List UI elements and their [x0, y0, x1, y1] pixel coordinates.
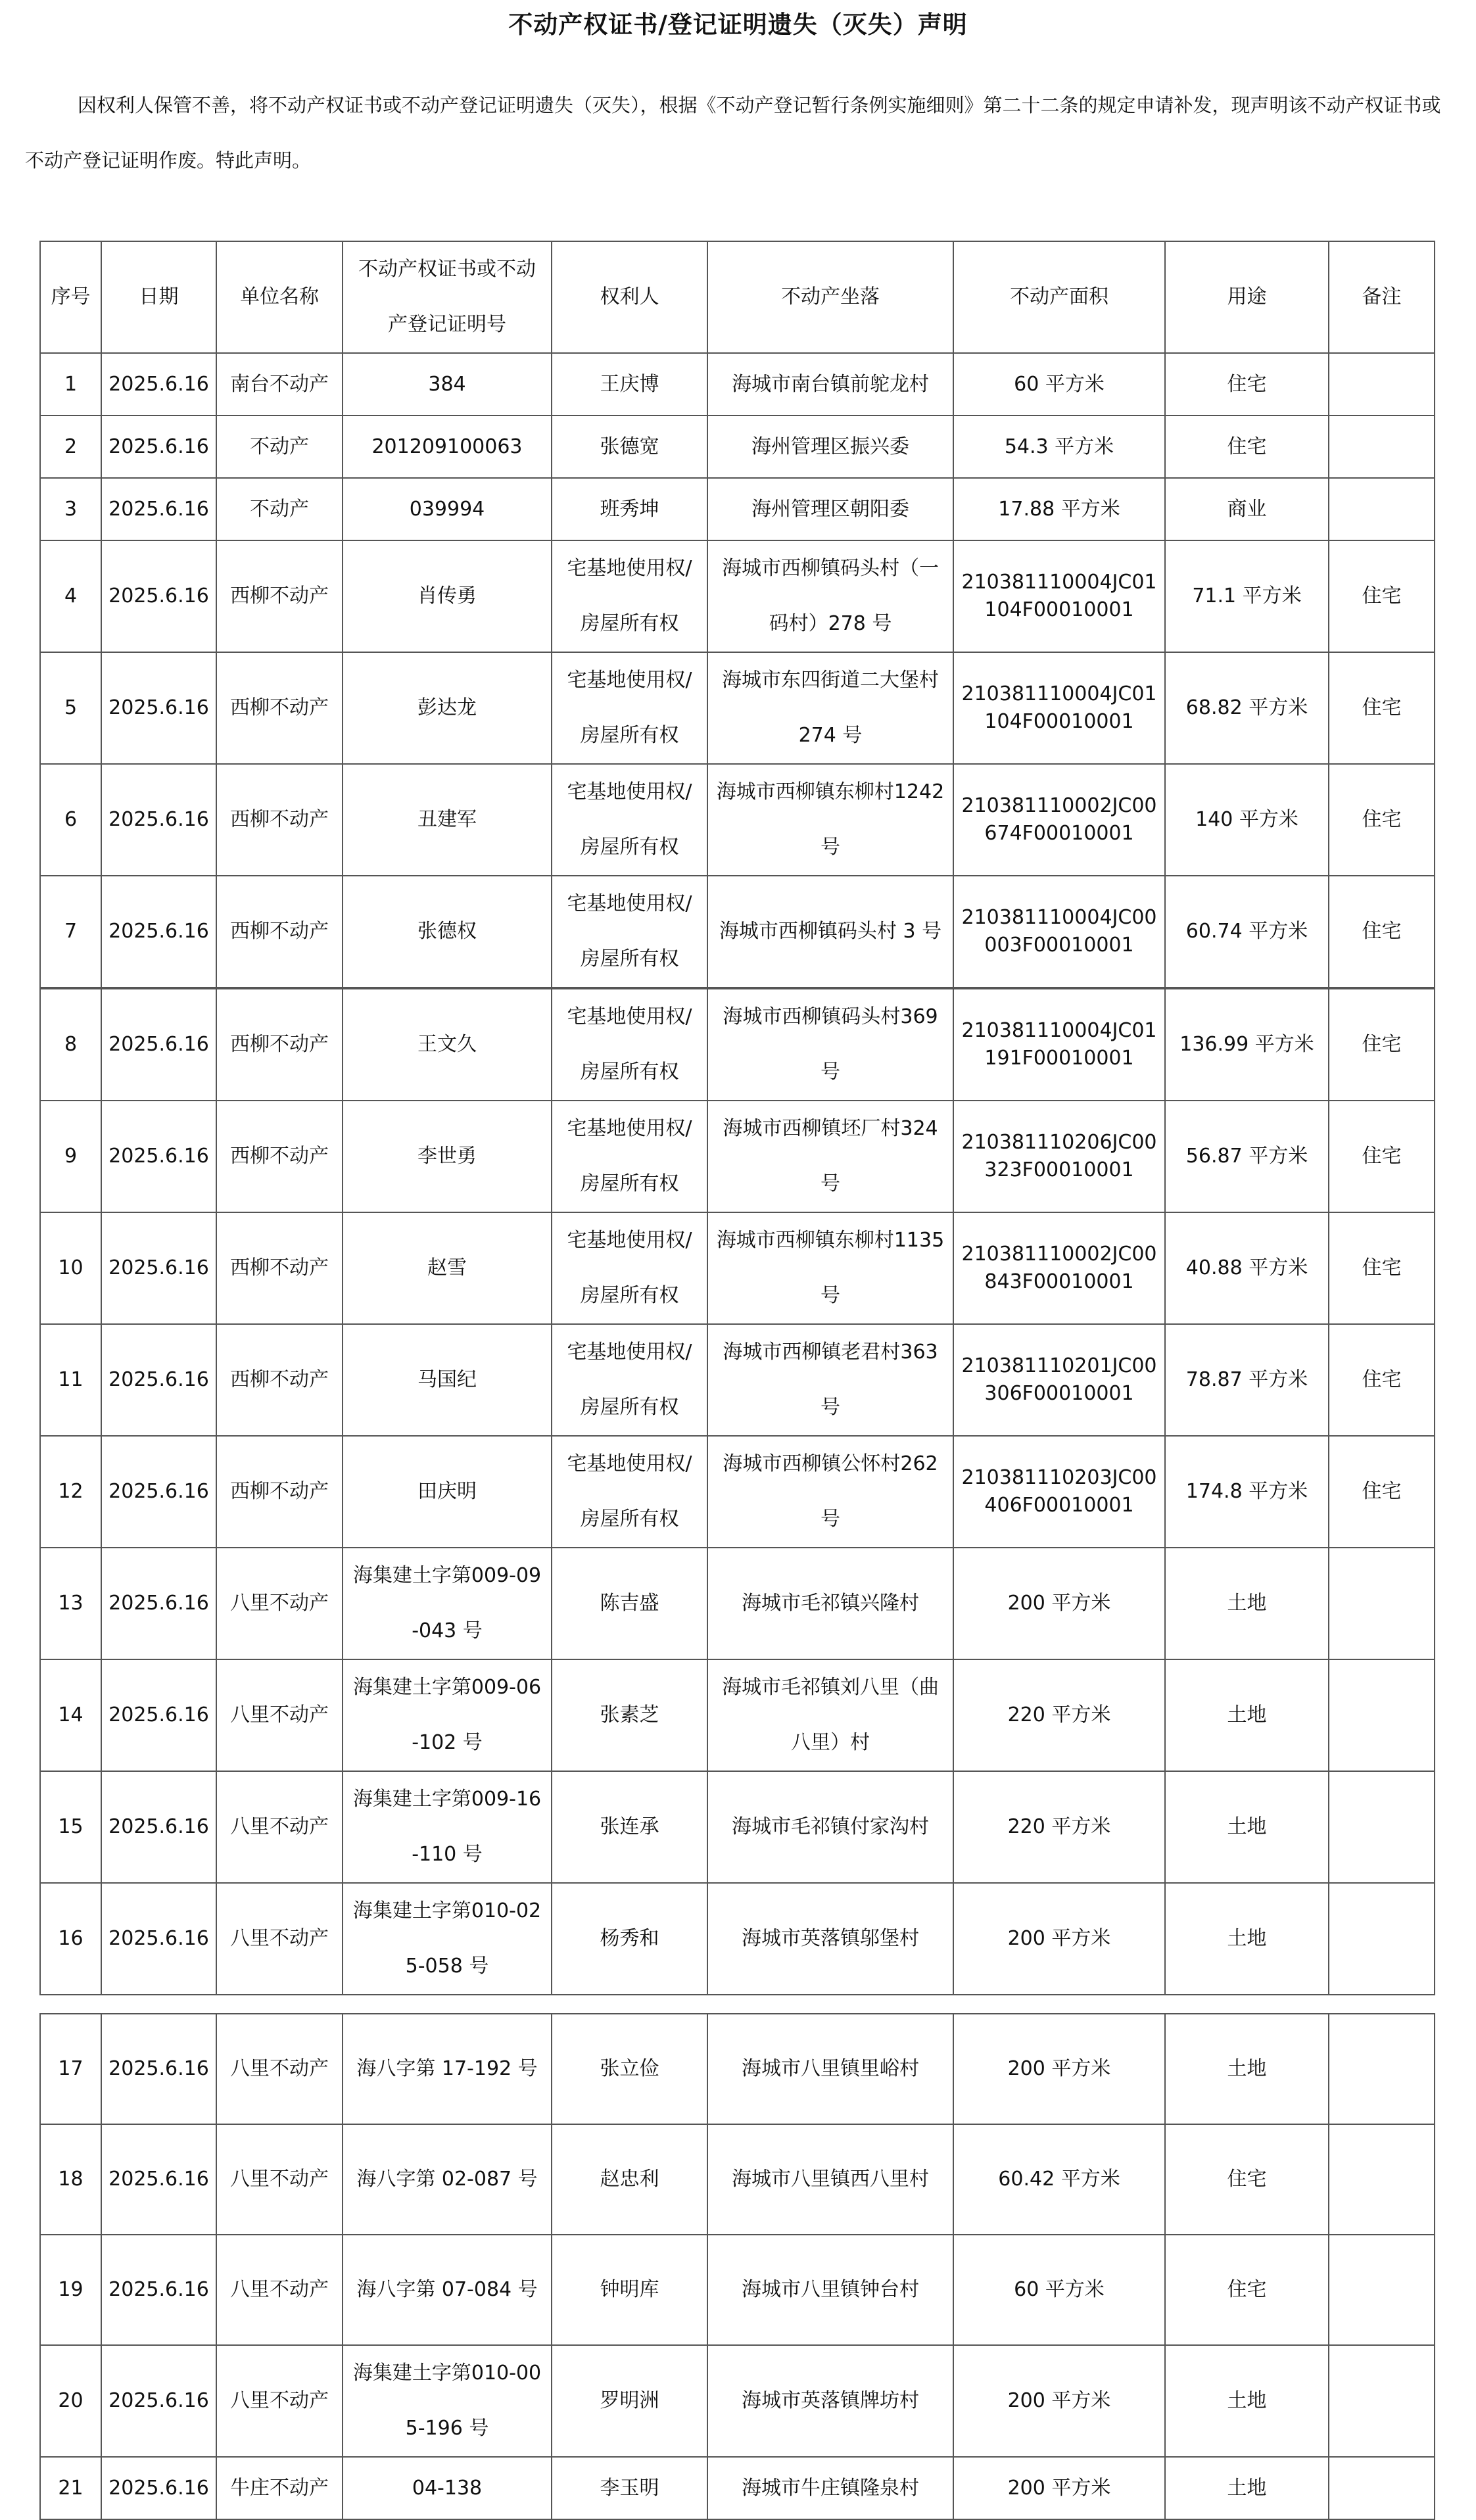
table-cell: 2025.6.16 [101, 540, 216, 652]
table-cell: 21 [40, 2457, 101, 2519]
table-cell: 西柳不动产 [216, 989, 343, 1101]
header-row [40, 241, 1435, 353]
table-row [40, 2345, 1435, 2457]
table-cell: 2025.6.16 [101, 2345, 216, 2457]
table-cell: 60.74 平方米 [1165, 876, 1329, 987]
table-cell: 八里不动产 [216, 2235, 343, 2345]
table-row [40, 876, 1435, 987]
table-cell: 住宅 [1165, 2124, 1329, 2235]
table-cell: 住宅 [1165, 416, 1329, 478]
table-cell: 2025.6.16 [101, 764, 216, 876]
table-cell [1329, 1659, 1435, 1771]
table-cell [1329, 1771, 1435, 1883]
table-cell: 肖传勇 [343, 540, 552, 652]
table-cell: 张德宽 [552, 416, 707, 478]
header-cell: 不动产权证书或不动产登记证明号 [343, 241, 552, 353]
table-cell: 11 [40, 1324, 101, 1436]
table-cell: 王庆博 [552, 353, 707, 416]
table-cell: 宅基地使用权/房屋所有权 [552, 989, 707, 1101]
table-cell: 海八字第 02-087 号 [343, 2124, 552, 2235]
table-cell: 04-138 [343, 2457, 552, 2519]
table-cell: 李玉明 [552, 2457, 707, 2519]
table-cell: 2025.6.16 [101, 2235, 216, 2345]
table-cell: 60.42 平方米 [953, 2124, 1165, 2235]
table-row [40, 1771, 1435, 1883]
table-cell: 西柳不动产 [216, 1436, 343, 1548]
table-cell: 西柳不动产 [216, 1101, 343, 1212]
table-cell: 土地 [1165, 1883, 1329, 1995]
header-cell: 不动产面积 [953, 241, 1165, 353]
table-cell: 7 [40, 876, 101, 987]
table-cell: 210381110203JC00406F00010001 [953, 1436, 1165, 1548]
table-cell: 住宅 [1165, 353, 1329, 416]
table-cell: 140 平方米 [1165, 764, 1329, 876]
table-cell: 210381110004JC01191F00010001 [953, 989, 1165, 1101]
table-cell: 2025.6.16 [101, 1548, 216, 1659]
table-cell: 海城市英落镇邬堡村 [707, 1883, 953, 1995]
table-cell: 海城市毛祁镇兴隆村 [707, 1548, 953, 1659]
header-cell: 备注 [1329, 241, 1435, 353]
table-cell: 住宅 [1165, 2235, 1329, 2345]
table-cell: 住宅 [1329, 876, 1435, 987]
table-cell: 海城市毛祁镇付家沟村 [707, 1771, 953, 1883]
table-cell: 210381110002JC00674F00010001 [953, 764, 1165, 876]
table-cell: 宅基地使用权/房屋所有权 [552, 652, 707, 764]
table-cell: 1 [40, 353, 101, 416]
table-cell: 海城市西柳镇码头村（一码村）278 号 [707, 540, 953, 652]
table-cell: 71.1 平方米 [1165, 540, 1329, 652]
table-cell: 海城市西柳镇东柳村1135 号 [707, 1212, 953, 1324]
table-row [40, 989, 1435, 1101]
table-cell: 210381110004JC00003F00010001 [953, 876, 1165, 987]
table-cell: 12 [40, 1436, 101, 1548]
table-cell: 八里不动产 [216, 1548, 343, 1659]
table-cell [1329, 416, 1435, 478]
table-cell: 海城市牛庄镇隆泉村 [707, 2457, 953, 2519]
table-cell: 海城市八里镇钟台村 [707, 2235, 953, 2345]
table-cell: 海城市西柳镇老君村363 号 [707, 1324, 953, 1436]
table-cell: 54.3 平方米 [953, 416, 1165, 478]
table-cell: 宅基地使用权/房屋所有权 [552, 540, 707, 652]
table-cell: 13 [40, 1548, 101, 1659]
table-cell: 西柳不动产 [216, 876, 343, 987]
table-cell: 八里不动产 [216, 2124, 343, 2235]
table-cell: 八里不动产 [216, 2345, 343, 2457]
table-row [40, 2235, 1435, 2345]
table-cell: 住宅 [1329, 1212, 1435, 1324]
table-cell: 杨秀和 [552, 1883, 707, 1995]
table-row [40, 1436, 1435, 1548]
table-cell: 2025.6.16 [101, 2014, 216, 2124]
table-cell: 2025.6.16 [101, 2124, 216, 2235]
table-cell [1329, 2235, 1435, 2345]
table-row [40, 1883, 1435, 1995]
table-row [40, 416, 1435, 478]
table-cell: 20 [40, 2345, 101, 2457]
table-cell: 不动产 [216, 478, 343, 540]
table-cell: 宅基地使用权/房屋所有权 [552, 1324, 707, 1436]
table-row [40, 1212, 1435, 1324]
table-cell: 2025.6.16 [101, 1883, 216, 1995]
table-cell: 海城市西柳镇公怀村262 号 [707, 1436, 953, 1548]
table-cell: 住宅 [1329, 1101, 1435, 1212]
table-cell: 9 [40, 1101, 101, 1212]
table-cell: 西柳不动产 [216, 652, 343, 764]
table-cell [1329, 2124, 1435, 2235]
table-cell: 住宅 [1329, 540, 1435, 652]
table-cell: 土地 [1165, 2345, 1329, 2457]
header-cell: 日期 [101, 241, 216, 353]
table-cell: 海城市南台镇前鸵龙村 [707, 353, 953, 416]
table-cell: 60 平方米 [953, 2235, 1165, 2345]
table-cell: 不动产 [216, 416, 343, 478]
table-cell: 136.99 平方米 [1165, 989, 1329, 1101]
table-cell: 土地 [1165, 2014, 1329, 2124]
table-cell: 商业 [1165, 478, 1329, 540]
table-cell: 200 平方米 [953, 2457, 1165, 2519]
table-cell [1329, 1883, 1435, 1995]
table-cell: 17 [40, 2014, 101, 2124]
table-cell: 海州管理区振兴委 [707, 416, 953, 478]
table-cell: 3 [40, 478, 101, 540]
table-cell: 18 [40, 2124, 101, 2235]
table-cell: 78.87 平方米 [1165, 1324, 1329, 1436]
table-cell: 2025.6.16 [101, 1212, 216, 1324]
table-cell: 17.88 平方米 [953, 478, 1165, 540]
table-cell: 彭达龙 [343, 652, 552, 764]
table-cell: 丑建军 [343, 764, 552, 876]
table-cell: 19 [40, 2235, 101, 2345]
table-cell: 牛庄不动产 [216, 2457, 343, 2519]
table-cell: 海集建土字第010-005-196 号 [343, 2345, 552, 2457]
table-cell: 土地 [1165, 1771, 1329, 1883]
table-cell: 200 平方米 [953, 2345, 1165, 2457]
table-cell: 039994 [343, 478, 552, 540]
table-cell: 王文久 [343, 989, 552, 1101]
table-cell: 5 [40, 652, 101, 764]
table-cell: 海八字第 07-084 号 [343, 2235, 552, 2345]
table-cell: 210381110004JC01104F00010001 [953, 652, 1165, 764]
table-cell: 4 [40, 540, 101, 652]
table-row [40, 2014, 1435, 2124]
table-cell: 赵雪 [343, 1212, 552, 1324]
table-cell [1329, 1548, 1435, 1659]
table-cell: 八里不动产 [216, 1883, 343, 1995]
header-cell: 用途 [1165, 241, 1329, 353]
table-cell: 2025.6.16 [101, 989, 216, 1101]
table-cell: 住宅 [1329, 1436, 1435, 1548]
table-cell: 海城市西柳镇码头村 3 号 [707, 876, 953, 987]
table-cell: 张素芝 [552, 1659, 707, 1771]
table-cell: 南台不动产 [216, 353, 343, 416]
table-cell: 陈吉盛 [552, 1548, 707, 1659]
table-cell: 田庆明 [343, 1436, 552, 1548]
page-title: 不动产权证书/登记证明遗失（灭失）声明 [508, 11, 968, 39]
table-cell: 马国纪 [343, 1324, 552, 1436]
table-cell: 10 [40, 1212, 101, 1324]
table-cell: 2025.6.16 [101, 2457, 216, 2519]
table-cell: 宅基地使用权/房屋所有权 [552, 1436, 707, 1548]
header-cell: 不动产坐落 [707, 241, 953, 353]
table-cell: 海集建土字第009-16-110 号 [343, 1771, 552, 1883]
table-cell: 八里不动产 [216, 1771, 343, 1883]
table-cell: 200 平方米 [953, 1883, 1165, 1995]
table-cell: 海城市东四街道二大堡村 274 号 [707, 652, 953, 764]
table-cell: 174.8 平方米 [1165, 1436, 1329, 1548]
table-cell: 200 平方米 [953, 2014, 1165, 2124]
records-table-2 [39, 988, 1435, 1995]
table-cell: 8 [40, 989, 101, 1101]
table-cell: 16 [40, 1883, 101, 1995]
table-cell: 八里不动产 [216, 1659, 343, 1771]
table-cell: 15 [40, 1771, 101, 1883]
table-cell: 张连承 [552, 1771, 707, 1883]
table-cell: 罗明洲 [552, 2345, 707, 2457]
table-cell: 住宅 [1329, 652, 1435, 764]
table-cell: 2025.6.16 [101, 1101, 216, 1212]
table-row [40, 652, 1435, 764]
table-cell: 赵忠利 [552, 2124, 707, 2235]
table-cell: 海城市西柳镇坯厂村324 号 [707, 1101, 953, 1212]
records-table-3 [39, 2013, 1435, 2520]
table-cell [1329, 2345, 1435, 2457]
table-cell: 钟明库 [552, 2235, 707, 2345]
table-cell: 210381110206JC00323F00010001 [953, 1101, 1165, 1212]
table-cell: 2025.6.16 [101, 1659, 216, 1771]
table-cell: 海城市八里镇西八里村 [707, 2124, 953, 2235]
table-cell: 海城市八里镇里峪村 [707, 2014, 953, 2124]
table-row [40, 764, 1435, 876]
table-cell: 60 平方米 [953, 353, 1165, 416]
table-cell: 201209100063 [343, 416, 552, 478]
table-row [40, 1548, 1435, 1659]
table-cell: 住宅 [1329, 1324, 1435, 1436]
table-row [40, 540, 1435, 652]
table-cell: 张德权 [343, 876, 552, 987]
table-cell: 八里不动产 [216, 2014, 343, 2124]
table-cell: 住宅 [1329, 989, 1435, 1101]
table-cell: 海集建土字第009-09-043 号 [343, 1548, 552, 1659]
table-cell: 220 平方米 [953, 1659, 1165, 1771]
table-cell: 2025.6.16 [101, 353, 216, 416]
table-row [40, 2124, 1435, 2235]
table-cell: 2025.6.16 [101, 416, 216, 478]
table-cell: 张立俭 [552, 2014, 707, 2124]
table-cell: 宅基地使用权/房屋所有权 [552, 876, 707, 987]
table-cell: 海城市西柳镇码头村369 号 [707, 989, 953, 1101]
table-cell: 210381110201JC00306F00010001 [953, 1324, 1165, 1436]
records-table-1 [39, 241, 1435, 988]
table-cell: 西柳不动产 [216, 540, 343, 652]
table-cell: 2025.6.16 [101, 1436, 216, 1548]
table-cell [1329, 353, 1435, 416]
table-cell: 海城市毛祁镇刘八里（曲八里）村 [707, 1659, 953, 1771]
table-row [40, 2457, 1435, 2519]
table-cell: 海集建土字第009-06-102 号 [343, 1659, 552, 1771]
table-cell: 56.87 平方米 [1165, 1101, 1329, 1212]
table-cell: 住宅 [1329, 764, 1435, 876]
table-row [40, 1101, 1435, 1212]
table-cell: 班秀坤 [552, 478, 707, 540]
table-cell: 宅基地使用权/房屋所有权 [552, 764, 707, 876]
table-cell [1329, 2014, 1435, 2124]
table-cell: 海州管理区朝阳委 [707, 478, 953, 540]
table-cell: 200 平方米 [953, 1548, 1165, 1659]
table-cell: 2025.6.16 [101, 1771, 216, 1883]
table-cell: 210381110002JC00843F00010001 [953, 1212, 1165, 1324]
table-cell: 6 [40, 764, 101, 876]
table-cell: 2025.6.16 [101, 876, 216, 987]
table-cell: 2 [40, 416, 101, 478]
header-cell: 序号 [40, 241, 101, 353]
header-cell: 权利人 [552, 241, 707, 353]
table-cell: 宅基地使用权/房屋所有权 [552, 1101, 707, 1212]
table-cell: 土地 [1165, 2457, 1329, 2519]
table-cell: 宅基地使用权/房屋所有权 [552, 1212, 707, 1324]
declaration-paragraph: 因权利人保管不善，将不动产权证书或不动产登记证明遗失（灭失），根据《不动产登记暂行条例实施细则》第二十二条的规定申请补发，现声明该不动产权证书或不动产登记证明作废。特此声明。 [25, 94, 1441, 172]
table-row [40, 1659, 1435, 1771]
table-cell [1329, 478, 1435, 540]
table-cell: 西柳不动产 [216, 764, 343, 876]
table-row [40, 1324, 1435, 1436]
table-cell [1329, 2457, 1435, 2519]
table-cell: 西柳不动产 [216, 1212, 343, 1324]
table-cell: 2025.6.16 [101, 478, 216, 540]
table-row [40, 478, 1435, 540]
table-cell: 土地 [1165, 1659, 1329, 1771]
table-cell: 68.82 平方米 [1165, 652, 1329, 764]
table-cell: 2025.6.16 [101, 652, 216, 764]
table-cell: 海城市西柳镇东柳村1242 号 [707, 764, 953, 876]
table-cell: 2025.6.16 [101, 1324, 216, 1436]
table-cell: 西柳不动产 [216, 1324, 343, 1436]
table-cell: 土地 [1165, 1548, 1329, 1659]
table-cell: 李世勇 [343, 1101, 552, 1212]
table-cell: 40.88 平方米 [1165, 1212, 1329, 1324]
table-cell: 14 [40, 1659, 101, 1771]
table-cell: 384 [343, 353, 552, 416]
header-cell: 单位名称 [216, 241, 343, 353]
table-cell: 海八字第 17-192 号 [343, 2014, 552, 2124]
table-cell: 210381110004JC01104F00010001 [953, 540, 1165, 652]
table-cell: 220 平方米 [953, 1771, 1165, 1883]
table-cell: 海集建土字第010-025-058 号 [343, 1883, 552, 1995]
table-row [40, 353, 1435, 416]
table-cell: 海城市英落镇牌坊村 [707, 2345, 953, 2457]
